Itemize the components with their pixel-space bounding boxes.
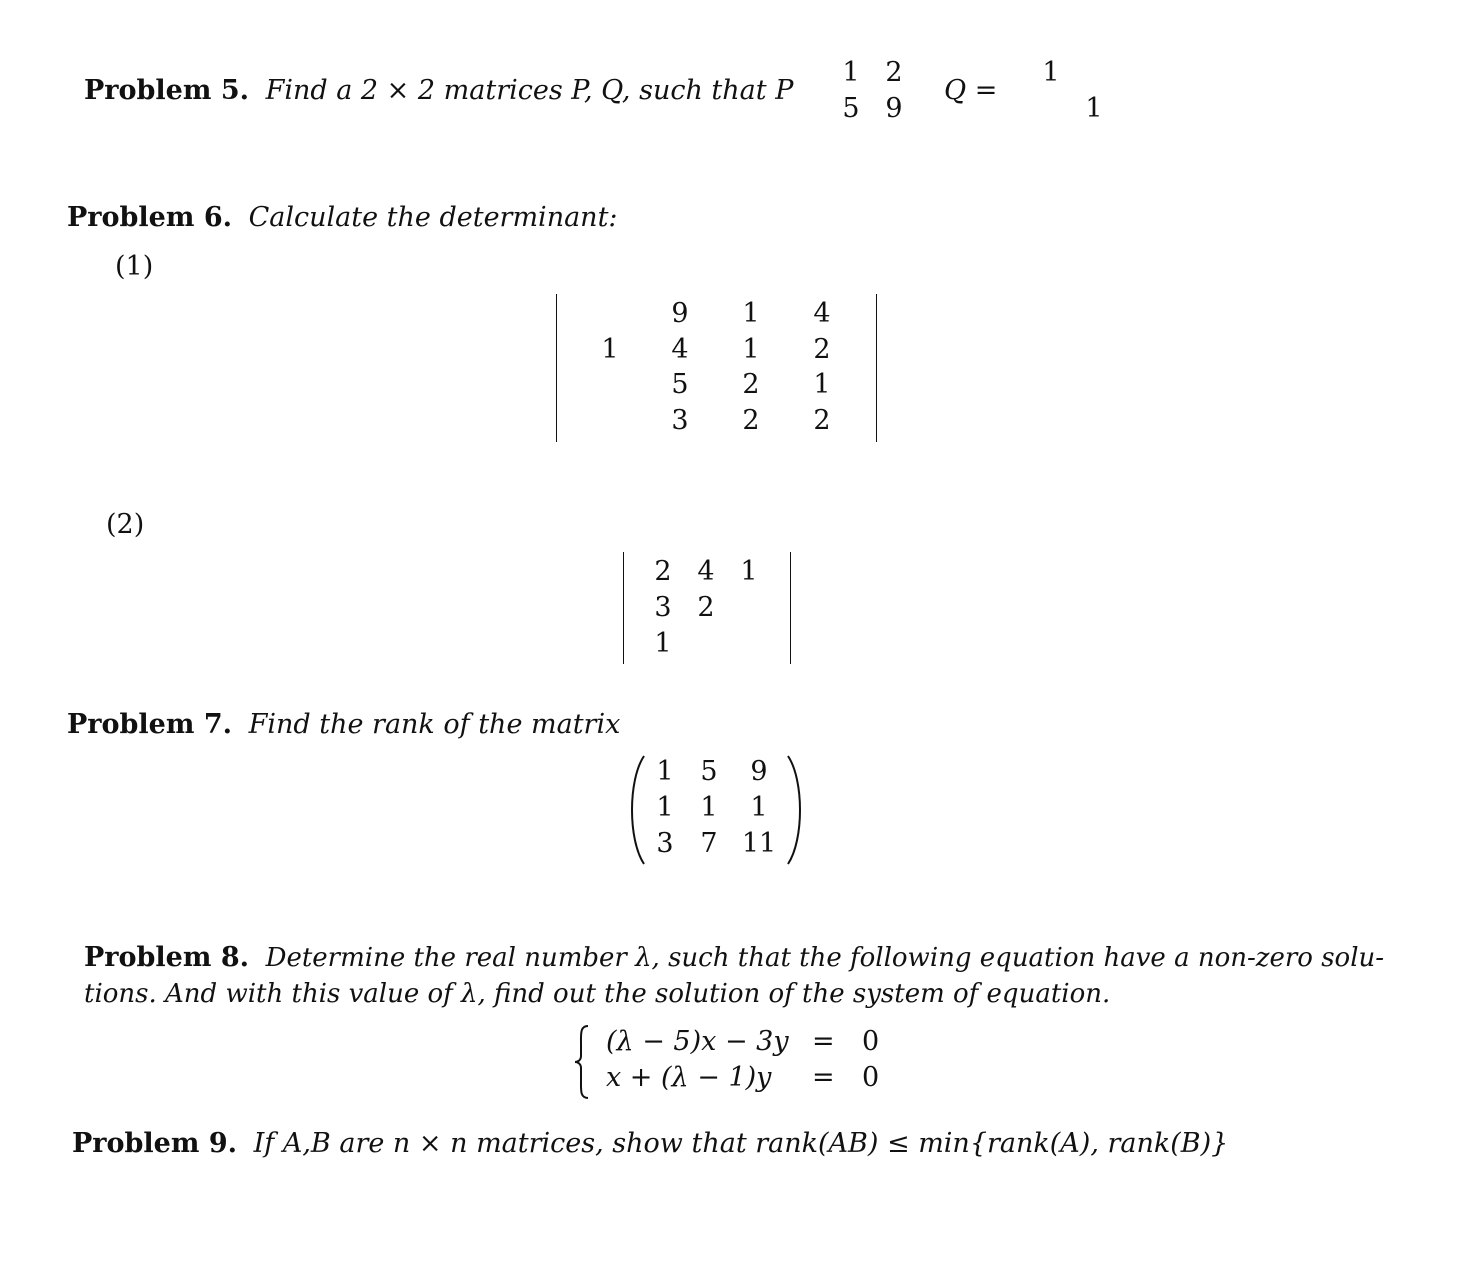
- rank-matrix-cell: 3: [656, 828, 674, 859]
- rank-matrix-cell: 1: [750, 792, 768, 823]
- rank-matrix-right-paren: [784, 754, 808, 866]
- det1-right-bar: [876, 294, 877, 442]
- rank-matrix-cell: 9: [750, 756, 768, 787]
- rank-matrix-cell: 1: [656, 792, 674, 823]
- det1-cell: 1: [813, 369, 831, 400]
- det1-cell: 5: [671, 369, 689, 400]
- rank-matrix-cell: 5: [700, 756, 718, 787]
- det1-cell: 2: [742, 405, 760, 436]
- equation-brace: [572, 1024, 592, 1100]
- equation-1-sign: =: [812, 1026, 835, 1057]
- q-label: Q =: [944, 75, 998, 106]
- rank-matrix-cell: 11: [741, 828, 777, 859]
- det2-right-bar: [790, 552, 791, 664]
- problem-5-title: Problem 5.: [84, 75, 250, 106]
- problem-6: [67, 204, 618, 231]
- problem-9: [72, 1130, 1228, 1157]
- det1-cell: 2: [813, 405, 831, 436]
- problem-8-title: Problem 8.: [84, 942, 250, 973]
- equation-2-sign: =: [812, 1062, 835, 1093]
- matrix-p-cell: 5: [842, 93, 860, 124]
- problem-5: [84, 77, 793, 104]
- det2-cell: 4: [697, 556, 715, 587]
- matrix-p-cell: 9: [885, 93, 903, 124]
- det1-cell: 1: [742, 298, 760, 329]
- problem-9-title: Problem 9.: [72, 1128, 238, 1159]
- problem-9-text: If A,B are n × n matrices, show that rank(AB) ≤ min{rank(A), rank(B)}: [253, 1128, 1229, 1159]
- det2-cell: 2: [697, 592, 715, 623]
- det2-left-bar: [623, 552, 624, 664]
- det1-cell: 9: [671, 298, 689, 329]
- det1-cell: 2: [813, 334, 831, 365]
- rank-matrix-cell: 7: [700, 828, 718, 859]
- problem-8-text-2: tions. And with this value of λ, find out the solution of the system of equation.: [84, 979, 1111, 1009]
- part-1-label: (1): [115, 251, 154, 282]
- equation-2-lhs: x + (λ − 1)y: [606, 1062, 772, 1093]
- problem-6-title: Problem 6.: [67, 202, 233, 233]
- problem-8-line-1: [84, 944, 1384, 971]
- det2-cell: 3: [654, 592, 672, 623]
- equation-2-rhs: 0: [862, 1062, 880, 1093]
- det1-cell: 1: [601, 334, 619, 365]
- problem-7: [67, 711, 620, 738]
- det2-cell: 1: [740, 556, 758, 587]
- problem-6-text: Calculate the determinant:: [248, 202, 618, 233]
- matrix-p-cell: 2: [885, 57, 903, 88]
- equation-1-rhs: 0: [862, 1026, 880, 1057]
- det1-cell: 2: [742, 369, 760, 400]
- det1-left-bar: [556, 294, 557, 442]
- problem-7-title: Problem 7.: [67, 709, 233, 740]
- problem-7-text: Find the rank of the matrix: [248, 709, 621, 740]
- rank-matrix-cell: 1: [700, 792, 718, 823]
- det1-cell: 4: [813, 298, 831, 329]
- part-2-label: (2): [106, 509, 145, 540]
- problem-8-text-1: Determine the real number λ, such that the following equation have a non-zero solu-: [265, 943, 1385, 973]
- problem-5-text: Find a 2 × 2 matrices P, Q, such that P: [265, 75, 794, 106]
- det1-cell: 1: [742, 334, 760, 365]
- det1-cell: 3: [671, 405, 689, 436]
- det2-cell: 1: [654, 628, 672, 659]
- equation-1-lhs: (λ − 5)x − 3y: [606, 1026, 789, 1057]
- matrix-q-cell: 1: [1042, 57, 1060, 88]
- matrix-p-cell: 1: [842, 57, 860, 88]
- matrix-q-cell: 1: [1085, 93, 1103, 124]
- det1-cell: 4: [671, 334, 689, 365]
- rank-matrix-cell: 1: [656, 756, 674, 787]
- det2-cell: 2: [654, 556, 672, 587]
